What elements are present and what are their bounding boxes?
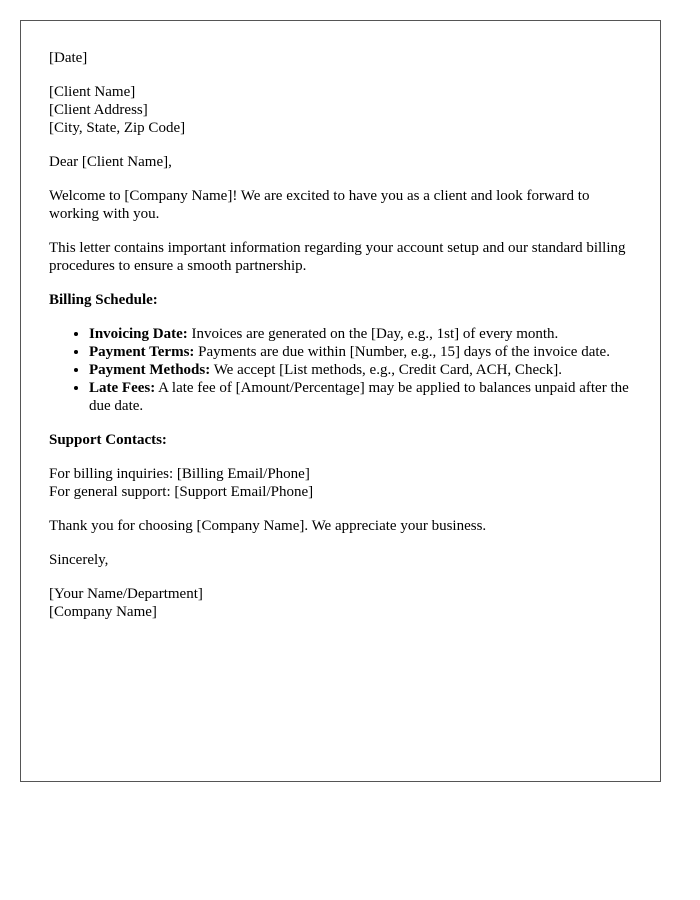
billing-list [49,325,632,415]
billing-heading-text: Billing Schedule: [49,292,158,308]
billing-item-text: We accept [List methods, e.g., Credit Card, ACH, Check]. [210,362,563,378]
signature-name: [Your Name/Department] [49,586,203,602]
salutation: Dear [Client Name], [49,154,172,170]
billing-item-text: Payments are due within [Number, e.g., 15] days of the invoice date. [194,344,610,360]
recipient-name: [Client Name] [49,84,136,100]
billing-contact: For billing inquiries: [Billing Email/Phone] [49,466,310,482]
billing-item-label: Payment Terms: [89,344,195,360]
letter [20,20,661,782]
billing-item [89,379,632,415]
signature-company: [Company Name] [49,604,157,620]
billing-item-label: Payment Methods: [89,362,211,378]
billing-item-text: A late fee of [Amount/Percentage] may be applied to balances unpaid after the due date. [89,380,629,414]
general-contact: For general support: [Support Email/Phone] [49,484,314,500]
welcome-paragraph: Welcome to [Company Name]! We are excited to have you as a client and look forward to working with you. [49,188,590,222]
support-contacts [49,465,632,501]
billing-item [89,325,632,343]
recipient-city: [City, State, Zip Code] [49,120,186,136]
recipient-address: [Client Address] [49,102,148,118]
signature-block [49,585,632,621]
billing-item [89,343,632,361]
billing-item [89,361,632,379]
thanks-paragraph: Thank you for choosing [Company Name]. We appreciate your business. [49,518,487,534]
billing-item-label: Invoicing Date: [89,326,188,342]
billing-heading [49,291,632,309]
recipient-block [49,83,632,137]
billing-item-text: Invoices are generated on the [Day, e.g., 1st] of every month. [187,326,559,342]
support-heading [49,431,632,449]
info-paragraph: This letter contains important information regarding your account setup and our standard billing procedures to ensure a smooth partnership. [49,240,626,274]
closing: Sincerely, [49,552,109,568]
billing-item-label: Late Fees: [89,380,156,396]
support-heading-text: Support Contacts: [49,432,167,448]
letter-date: [Date] [49,50,88,66]
